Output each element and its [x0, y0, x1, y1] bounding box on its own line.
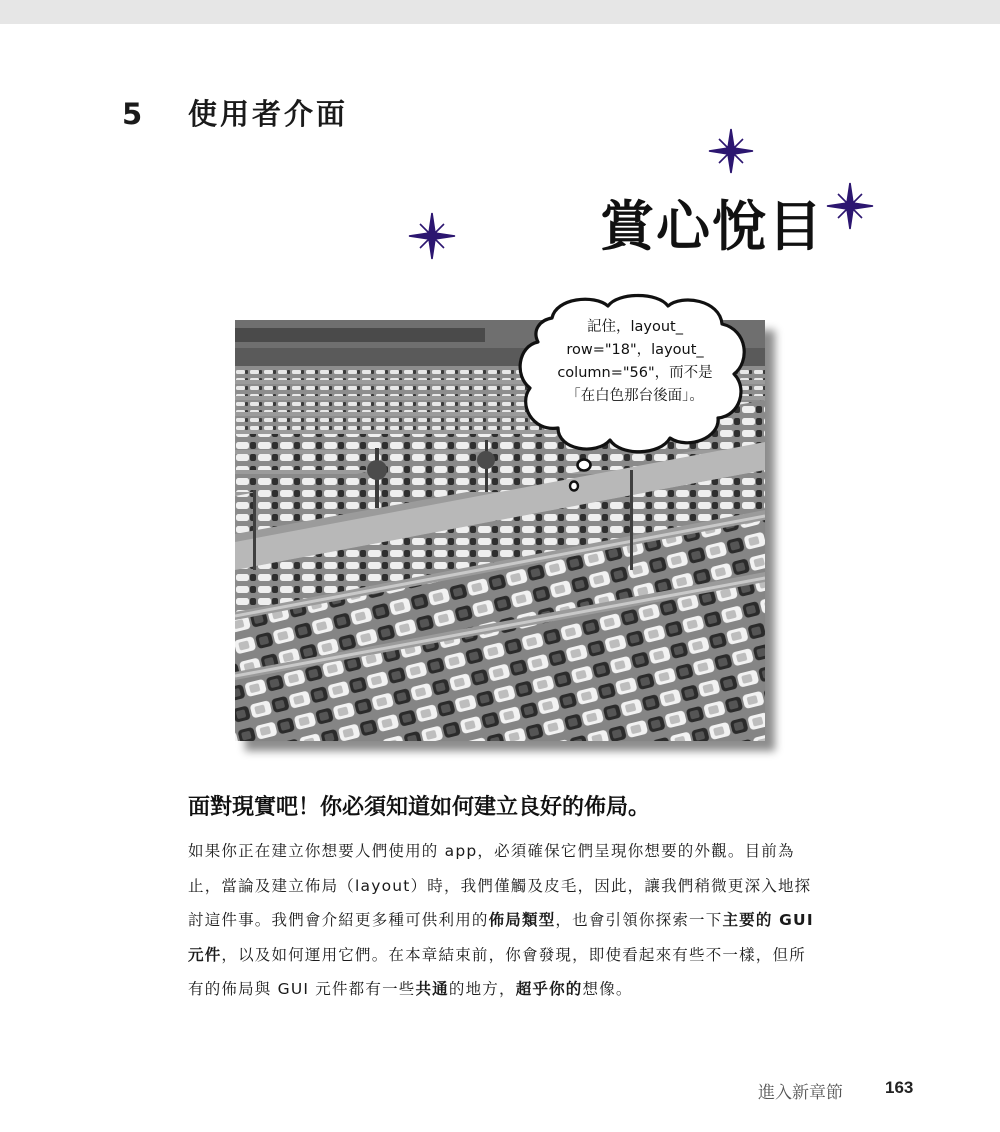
- emphasis-text: 主要的 GUI 元件: [188, 911, 814, 964]
- section-heading: 面對現實吧！你必須知道如何建立良好的佈局。: [188, 795, 651, 820]
- paragraph-text: 想像。: [582, 980, 633, 998]
- sparkle-star-icon: [408, 212, 456, 260]
- emphasis-text: 超乎你的: [515, 980, 583, 998]
- callout-line: 「在白色那台後面」。: [566, 388, 704, 404]
- emphasis-text: 共通: [415, 980, 449, 998]
- sparkle-star-icon: [826, 182, 874, 230]
- emphasis-text: 佈局類型: [488, 911, 556, 929]
- callout-line: row="18"，layout_: [566, 342, 704, 358]
- page-number: 163: [885, 1078, 914, 1097]
- callout-line: 記住，layout_: [587, 319, 683, 335]
- sparkle-star-icon: [708, 128, 754, 174]
- thought-bubble-callout: [512, 290, 752, 500]
- top-bar: [0, 0, 1000, 24]
- paragraph-text: ，也會引領你探索一下: [555, 911, 723, 929]
- chapter-number: 5: [122, 97, 146, 131]
- body-paragraph: [188, 834, 816, 1007]
- chapter-title: 使用者介面: [188, 97, 349, 131]
- paragraph-text: 的地方，: [448, 980, 516, 998]
- chapter-header: [122, 92, 348, 132]
- paragraph-text: 如果你正在建立你想要人們使用的 app，必須確保它們呈現你想要的外觀。目前為止，當論及建立佈局（layout）時，我們僅觸及皮毛，因此，讓我們稍微更深入地探討這件事。我們會介紹更多種可供利用的: [188, 842, 812, 929]
- footer-section-label: 進入新章節: [758, 1083, 843, 1103]
- callout-line: column="56"，而不是: [557, 365, 713, 381]
- callout-text: [540, 316, 730, 408]
- paragraph-text: ，以及如何運用它們。在本章結束前，你會發現，即使看起來有些不一樣，但所有的佈局與 GUI 元件都有一些: [188, 945, 806, 998]
- page-title: 賞心悅目: [600, 195, 824, 258]
